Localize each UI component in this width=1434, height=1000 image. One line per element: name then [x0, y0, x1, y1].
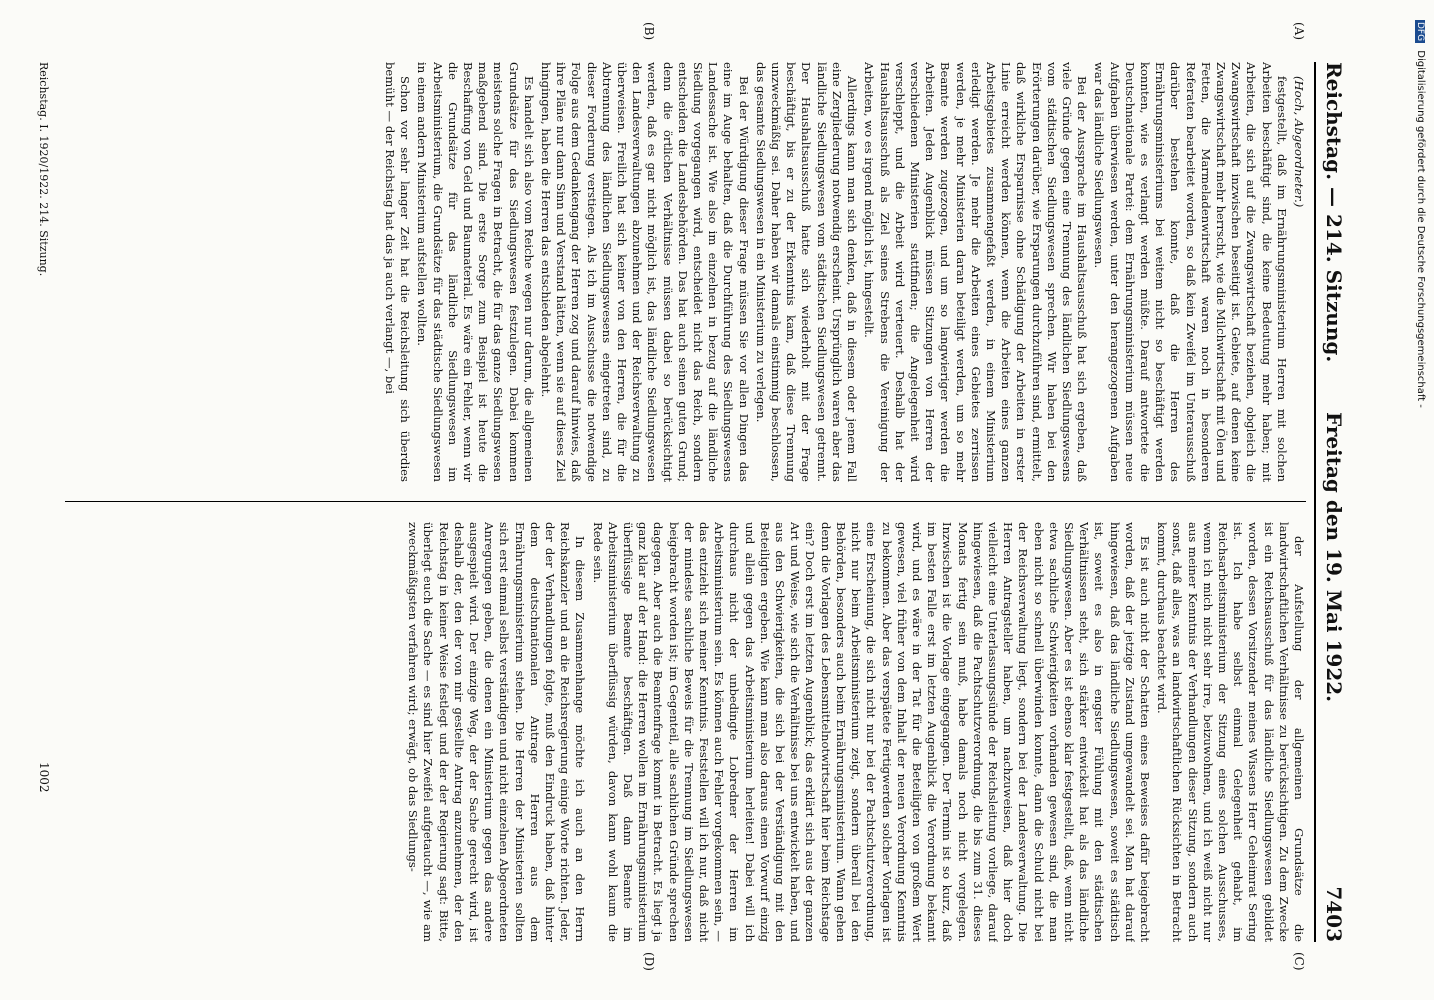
paragraph: In diesem Zusammenhange möchte ich auch an den Herrn Reichskanzler und an die Reichsregierung einige Worte richten. Jeder, der der Verhandlungen folgte, muß den Eindruck haben, daß hinter dem deutschnationalen Antrage Herren aus dem Ernährungsministerium stehen. Die Herren der Ministerien sollten sich erst einmal selbst verständigen und nicht einzelnen Abgeordneten Anregungen geben, die denen ein Ministerium gegen das andere ausgespielt wird. Der einzige Weg, der der Sache gerecht wird, ist deshalb der, den der von mir gestellte Antrag anzunehmen, der den Reichstag in keiner Weise festlegt und der der Regierung sagt: Bitte, überlegt euch die Sache — es sind hier Zweifel aufgetaucht —, wie am zweckmäßigsten verfahren wird; erwägt, ob das Siedlungs- [406, 522, 588, 942]
page-content [25, 22, 1350, 971]
column-rule [65, 501, 1306, 502]
margin-letter-b: (B) [642, 22, 656, 41]
running-header [1314, 62, 1350, 942]
footer-left: Reichstag. I. 1920/1922. 214. Sitzung. [37, 62, 50, 277]
speaker-note: (Hoch, Abgeordneter.) [1292, 76, 1306, 208]
margin-letter-c: (C) [1292, 952, 1306, 971]
credit-text: Digitalisierung gefördert durch die Deutsche Forschungsgemeinschaft - [1415, 50, 1426, 408]
page-number: 7403 [1322, 886, 1346, 942]
columns [65, 22, 1306, 971]
left-column [65, 62, 1306, 482]
paragraph: Allerdings kann man sich denken, daß in diesem oder jenem Fall eine Zergliederung notwendig erscheint. Ursprünglich waren aber das ländliche Siedlungswesen vom städtischen Siedlungswesen getrennt. Der Haushaltsausschuß hatte sich wiederholt mit der Frage beschäftigt, bis er zu der Erkenntnis kam, daß diese Trennung unzweckmäßig sei. Daher haben wir damals einstimmig beschlossen, das gesamte Siedlungswesen in ein Ministerium zu verlegen. [753, 62, 860, 482]
paragraph: festgestellt, daß im Ernährungsministerium Herren mit solchen Arbeiten beschäftigt sind, die keine Bedeutung mehr haben; mit Arbeiten, die sich auf die Zwangswirtschaft beziehen, obgleich die Zwangswirtschaft inzwischen beseitigt ist. Gebiete, auf denen keine Zwangswirtschaft mehr herrscht, wie die Milchwirtschaft mit Ölen und Fetten, die Marmeladenwirtschaft waren noch in besonderen Referaten bearbeitet worden, so daß kein Zweifel im Unterausschuß darüber bestehen konnte, daß die Herren des Ernährungsministeriums bei weitem nicht so beschäftigt werden konnten, wie es verlangt werden müßte. Darauf antwortete die Deutschnationale Partei: dem Ernährungsministerium müssen neue Aufgaben überwiesen werden, unter den herangezogenen Aufgaben war das ländliche Siedlungswesen. [1092, 62, 1289, 482]
header-date: Freitag den 19. Mai 1922. [1322, 412, 1346, 703]
dfg-logo: DFG [1415, 22, 1425, 42]
footer-page-number: 1002 [37, 762, 51, 793]
right-column [65, 522, 1306, 942]
digitization-credit [1412, 20, 1432, 980]
margin-letter-d: (D) [642, 952, 656, 971]
margin-letter-a: (A) [1292, 22, 1306, 41]
paragraph: Es ist auch nicht der Schatten eines Beweises dafür beigebracht worden, daß der jetzige Zustand umgewandelt sei. Man hat darauf hingewiesen, daß das ländliche Siedlungswesen, soweit es städtisch ist, soweit es also in engster Fühlung mit den städtischen Verhältnissen steht, sich stärker entwickelt hat als das ländliche Siedlungswesen. Aber es ist ebenso klar festgestellt, daß, wenn nicht etwa sachliche Schwierigkeiten vorhanden gewesen sind, die man eben nicht so schnell überwinden konnte, dann die Schuld nicht bei der Reichsverwaltung liegt, sondern bei der Landesverwaltung. Die Herren Antragsteller haben, um nachzuweisen, daß hier doch vielleicht eine Unterlassungssünde der Reichsleitung vorliege, darauf hingewiesen, daß die Pachtschutzverordnung, die bis zum 31. dieses Monats fertig sein muß, habe damals noch nicht vorgelegen. Inzwischen ist die Vorlage eingegangen. Der Termin ist so kurz, daß im besten Falle erst im letzten Augenblick die Verordnung bekannt wird, und es wäre in der Tat für die Beteiligten von großem Wert gewesen, viel früher von dem Inhalt der neuen Verordnung Kenntnis zu bekommen. Aber das verspätete Fertigwerden solcher Vorlagen ist eine Erscheinung, die sich nicht nur bei der Pachtschutzverordnung, nicht nur beim Arbeitsministerium zeigt, sondern überall bei den Behörden, besonders auch beim Ernährungsministerium. Wann gehen denn die Vorlagen des Lebensmittelnotwirtschaft hier beim Reichstage ein? Doch erst im letzten Augenblick; das erklärt sich aus der ganzen Art und Weise, wie sich die Verhältnisse bei uns entwickelt haben, und aus den Schwierigkeiten, die sich bei der Verständigung mit den Beteiligten ergeben. Wie kann man also daraus einen Vorwurf einzig und allein gegen das Arbeitsministerium herleiten! Dabei will ich durchaus nicht der unbedingte Lobredner der Herren im Arbeitsministerium sein. Es können auch Fehler vorgekommen sein, — das entzieht sich meiner Kenntnis. Feststellen will ich nur, daß nicht der mindeste sachliche Beweis für die Trennung im Siedlungswesen beigebracht worden ist; im Gegenteil, alle sachlichen Gründe sprechen dagegen. Aber auch die Beamtenfrage kommt in Betracht. Es liegt ja ganz klar auf der Hand: die Herren wollen im Ernährungsministerium überflüssige Beamte beschäftigen. Daß dann Beamte im Arbeitsministerium überflüssig würden, davon kann wohl kaum die Rede sein. [590, 522, 1152, 942]
paragraph: Schon vor sehr langer Zeit hat die Reichsleitung sich überdies bemüht — der Reichstag hat das ja auch verlangt —, bei [383, 62, 413, 482]
header-left: Reichstag. — 214. Sitzung. [1322, 62, 1346, 363]
paragraph: Es handelt sich also vom Reiche wegen nur darum, die allgemeinen Grundsätze für das Siedlungswesen festzulegen. Dabei kommen meistens solche Fragen in Betracht, die für das ganze Siedlungswesen maßgebend sind. Die erste Sorge zum Beispiel ist heute die Beschaffung von Geld und Baumaterial. Es wäre ein Fehler, wenn wir die Grundsätze für das ländliche Siedlungswesen im Arbeitsministerium, die Grundsätze für das städtische Siedlungswesen in einem andern Ministerium aufstellen wollten. [415, 62, 536, 482]
paragraph: der Aufstellung der allgemeinen Grundsätze die landwirtschaftlichen Verhältnisse zu berücksichtigen. Zu dem Zwecke ist ein Reichsausschuß für das ländliche Siedlungswesen gebildet worden, dessen Vorsitzender meines Wissens Herr Geheimrat Sering ist. Ich habe selbst einmal Gelegenheit gehabt, im Reichsarbeitsministerium der Sitzung eines solchen Ausschusses, wenn ich mich nicht sehr irre, beizuwohnen, und ich weiß nicht nur aus meiner Kenntnis der Verhandlungen dieser Sitzung, sondern auch sonst, daß alles, was an landwirtschaftlichen Rücksichten in Betracht kommt, durchaus beachtet wird. [1155, 522, 1306, 942]
paragraph: Bei der Aussprache im Haushaltsausschuß hat sich ergeben, daß viele Gründe gegen eine Trennung des ländlichen Siedlungswesens vom städtischen Siedlungswesen sprechen. Wir haben bei den Erörterungen darüber, wie Ersparungen durchzuführen sind, ermittelt, daß wirkliche Ersparnisse ohne Schädigung der Arbeiten in erster Linie erreicht werden können, wenn die Arbeiten eines ganzen Arbeitsgebietes zusammengefaßt werden, in einem Ministerium erledigt werden. Je mehr die Arbeiten eines Gebietes zerrissen werden, je mehr Ministerien daran beteiligt werden, um so mehr Beamte werden zugezogen, und um so langwieriger werden die Arbeiten. Jeden Augenblick müssen Sitzungen von Herren der verschiedenen Ministerien stattfinden; die Angelegenheit wird verschleppt, und die Arbeit wird verteuert. Deshalb hat der Haushaltsausschuß als Ziel seines Strebens die Vereinigung der Arbeiten, wo es irgend möglich ist, hingestellt. [862, 62, 1090, 482]
paragraph: Bei der Würdigung dieser Frage müssen Sie vor allen Dingen das eine im Auge behalten, daß die Durchführung des Siedlungswesens Landessache ist. Wie also im einzelnen in bezug auf die ländliche Siedlung vorgegangen wird, entscheidet nicht das Reich, sondern entscheiden die Landesbehörden. Das hat auch seinen guten Grund; denn die örtlichen Verhältnisse müssen dabei so berücksichtigt werden, daß es gar nicht möglich ist, das ländliche Siedlungswesen den Landesverwaltungen abzunehmen und der Reichsverwaltung zu überweisen. Freilich hat sich keiner von den Herren, die für die Abtrennung des ländlichen Siedlungswesens eingetreten sind, zu dieser Forderung verstiegen. Als ich im Ausschusse die notwendige Folge aus dem Gedankengang der Herren zog und darauf hinwies, daß ihre Pläne nur dann Sinn und Verstand hätten, wenn sie auf dieses Ziel hingingen, haben die Herren das entschieden abgelehnt. [539, 62, 751, 482]
